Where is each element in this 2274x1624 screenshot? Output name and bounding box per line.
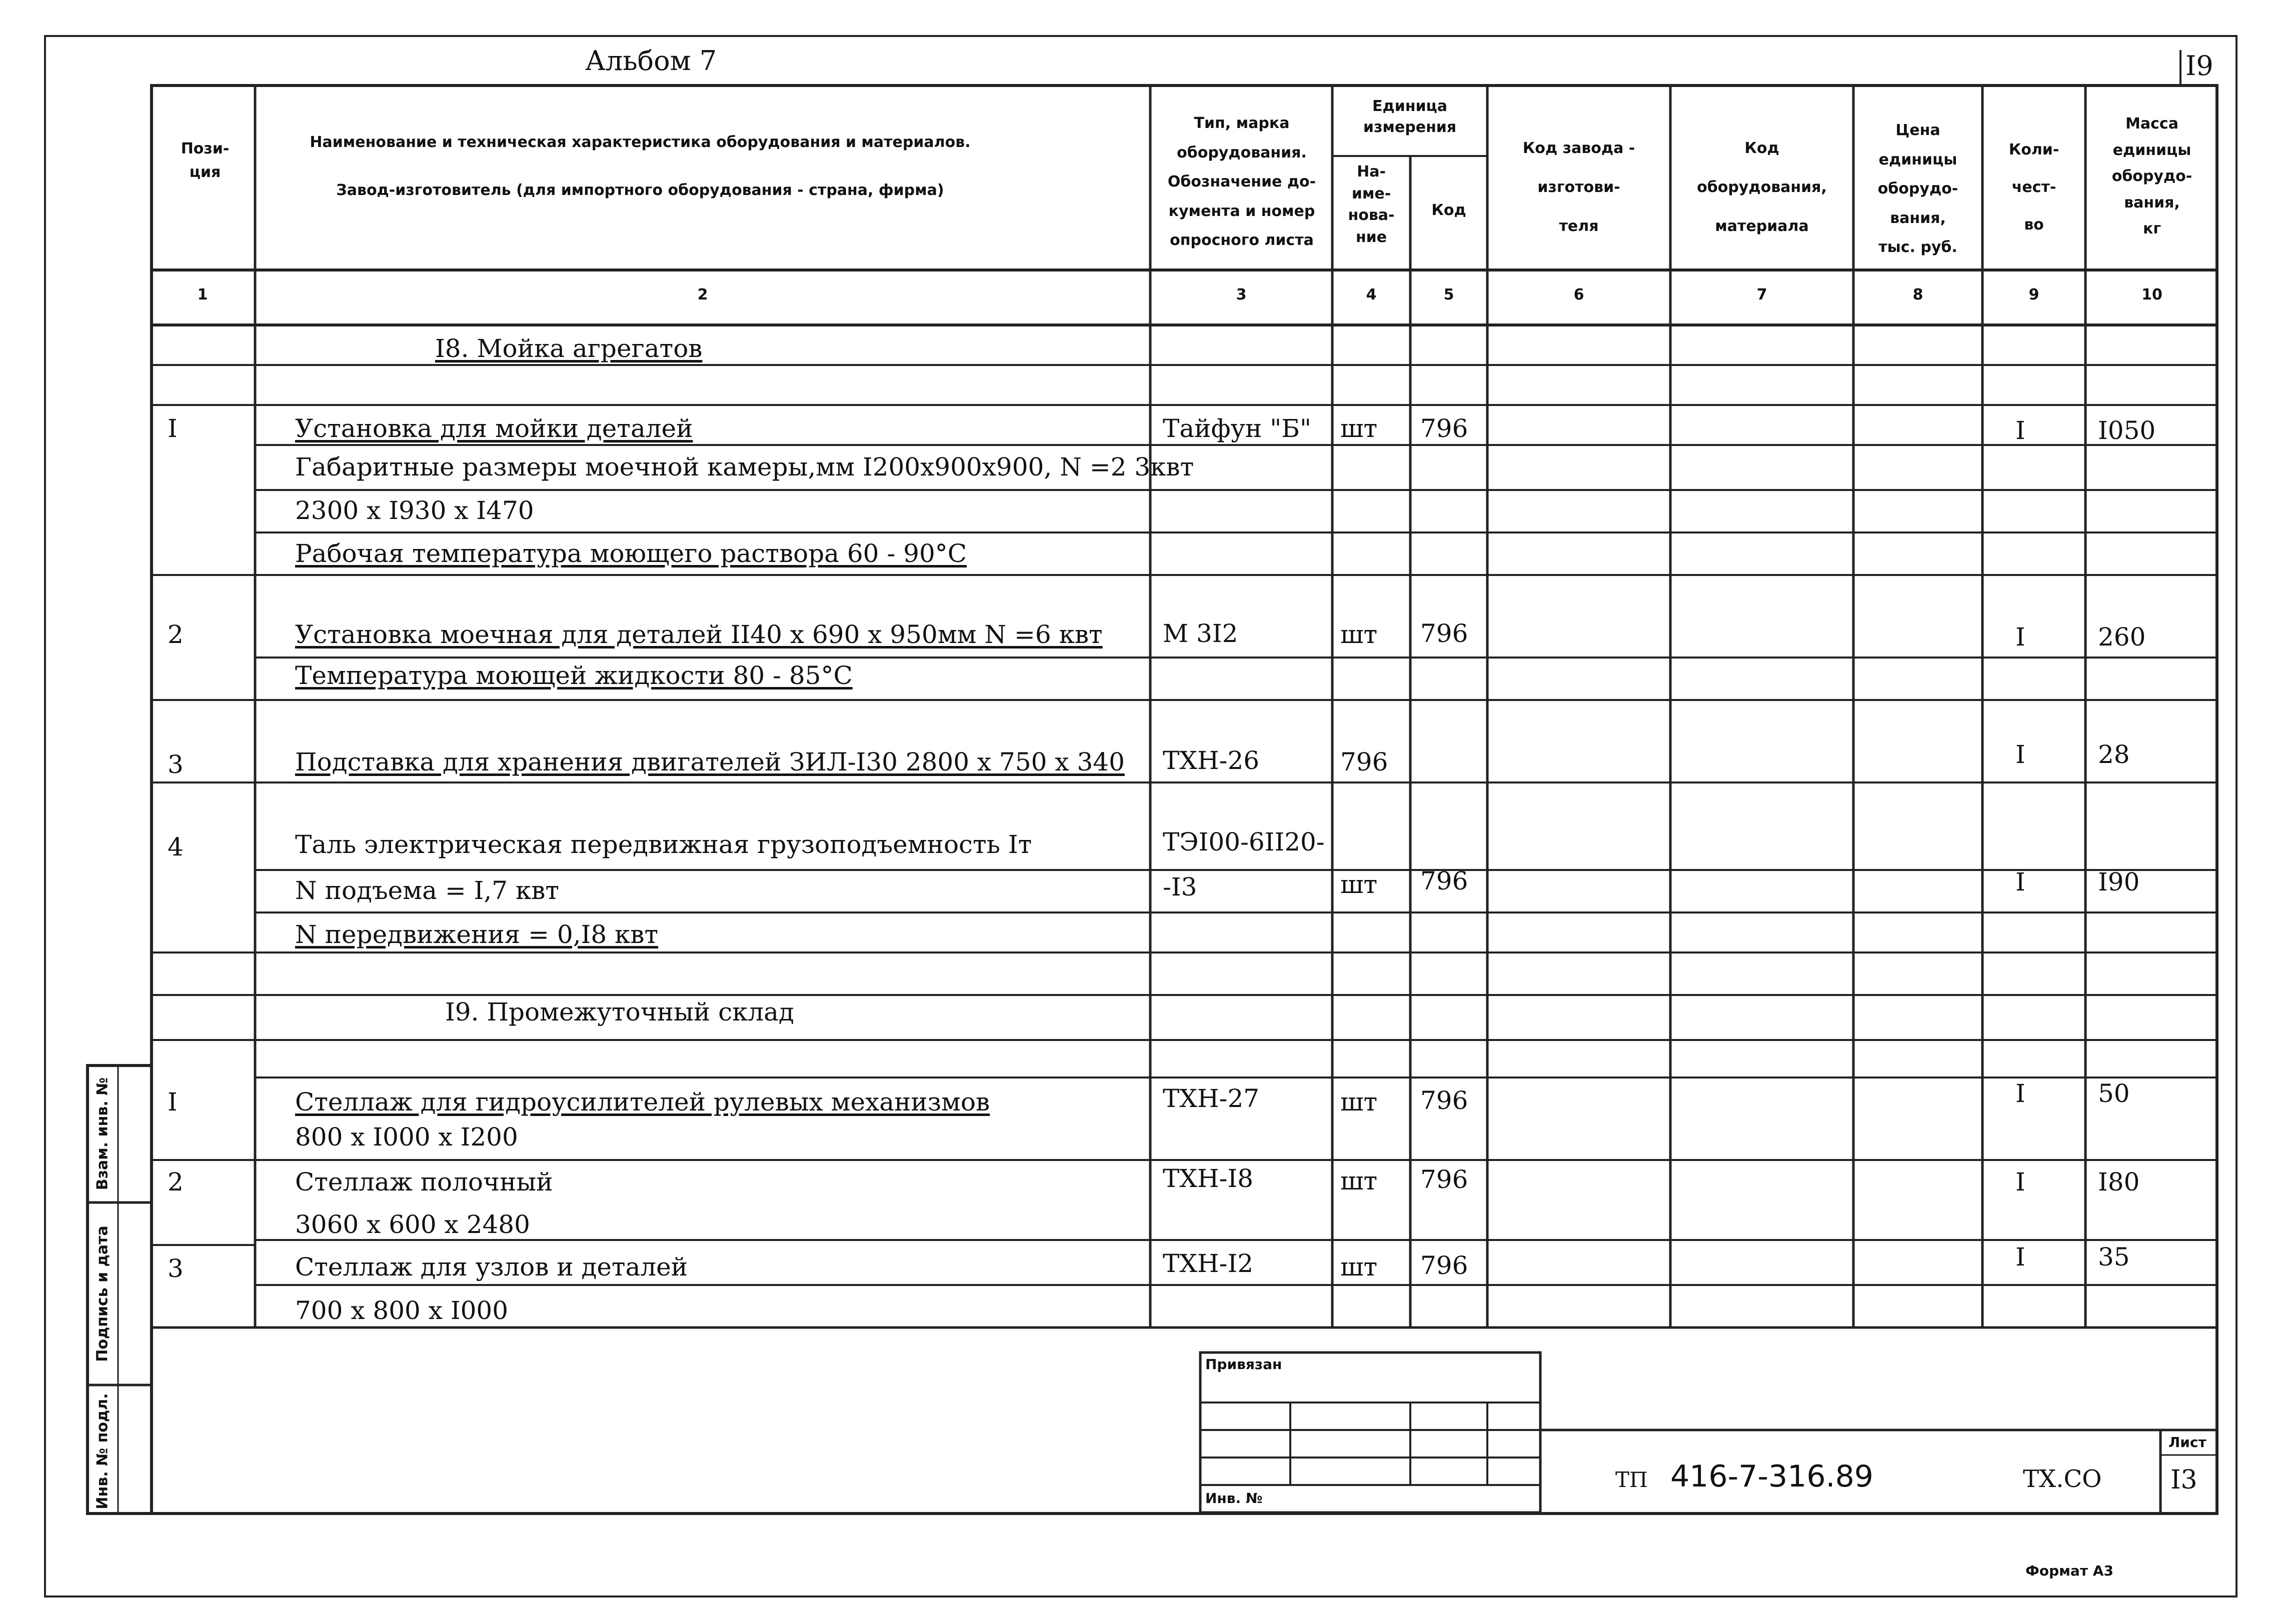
colnum-3: 3 — [1236, 286, 1247, 304]
row-unit-code: 796 — [1420, 1086, 1468, 1115]
colnum-4: 4 — [1366, 286, 1377, 304]
row-mass: 35 — [2098, 1242, 2130, 1272]
colnum-1: 1 — [197, 286, 208, 304]
side-label-vzam: Взам. инв. № — [94, 1077, 112, 1190]
row-type: -I3 — [1163, 872, 1197, 902]
album-title: Альбом 7 — [585, 45, 717, 76]
row-mass: 50 — [2098, 1079, 2130, 1108]
row-position: 2 — [168, 620, 184, 649]
row-unit: шт — [1340, 1166, 1378, 1196]
row-unit: шт — [1340, 1252, 1378, 1282]
colnum-10: 10 — [2141, 286, 2162, 304]
row-type: ТЭI00-6II20- — [1163, 828, 1325, 856]
side-label-inv-podl: Инв. № подл. — [94, 1393, 112, 1510]
header-mass: Масса единицы оборудо- вания, кг — [2111, 115, 2192, 238]
row-type: ТХН-I2 — [1163, 1249, 1254, 1278]
row-unit-code: 796 — [1420, 1165, 1468, 1194]
row-unit-code: 796 — [1420, 1251, 1468, 1280]
row-quantity: I — [2015, 868, 2025, 896]
row-quantity: I — [2015, 1168, 2025, 1196]
header-name-line1: Наименование и техническая характеристика оборудования и материалов. — [310, 134, 971, 151]
header-unit-name: На- име- нова- ние — [1348, 163, 1395, 246]
row-unit: 796 — [1340, 748, 1388, 776]
row-mass: I050 — [2098, 416, 2156, 445]
colnum-2: 2 — [697, 286, 708, 304]
row-quantity: I — [2015, 1079, 2025, 1108]
row-name: Стеллаж для гидроусилителей рулевых механизмов — [295, 1088, 990, 1116]
row-name: Подставка для хранения двигателей ЗИЛ-I30 2800 x 750 x 340 — [295, 748, 1125, 776]
row-description: N подъема = I,7 квт — [295, 876, 560, 905]
row-description: 700 x 800 x I000 — [295, 1296, 509, 1325]
row-quantity: I — [2015, 740, 2025, 769]
row-name: Стеллаж для узлов и деталей — [295, 1252, 688, 1282]
row-unit: шт — [1340, 620, 1378, 649]
header-name-line2: Завод-изготовитель (для импортного оборудования - страна, фирма) — [336, 182, 944, 199]
header-type: Тип, марка оборудования. Обозначение до- кумента и номер опросного листа — [1167, 114, 1316, 249]
row-position: 2 — [168, 1168, 184, 1196]
section-title: I8. Мойка агрегатов — [435, 334, 703, 363]
row-unit-code: 796 — [1420, 414, 1468, 443]
stamp-inv-label: Инв. № — [1205, 1490, 1263, 1506]
row-name: Таль электрическая передвижная грузоподъемность Iт — [295, 830, 1032, 859]
row-description: Рабочая температура моющего раствора 60 - 90°С — [295, 539, 967, 568]
row-position: I — [168, 414, 178, 443]
row-type: Тайфун "Б" — [1163, 414, 1311, 443]
row-position: 4 — [168, 832, 184, 862]
doc-suffix: ТХ.СО — [2023, 1465, 2102, 1493]
colnum-7: 7 — [1756, 286, 1767, 304]
header-equipment-code: Код оборудования, материала — [1697, 140, 1827, 235]
header-price: Цена единицы оборудо- вания, тыс. руб. — [1877, 122, 1958, 256]
row-mass: I80 — [2098, 1168, 2140, 1196]
header-factory-code: Код завода - изготови- теля — [1522, 140, 1635, 235]
colnum-6: 6 — [1573, 286, 1584, 304]
section-title: I9. Промежуточный склад — [445, 998, 794, 1026]
row-type: ТХН-I8 — [1163, 1164, 1254, 1193]
sheet-label: Лист — [2168, 1434, 2206, 1450]
row-description: 2300 x I930 x I470 — [295, 496, 534, 525]
format-label: Формат А3 — [2025, 1562, 2113, 1579]
row-quantity: I — [2015, 622, 2025, 652]
row-description: 3060 x 600 x 2480 — [295, 1210, 530, 1239]
row-mass: I90 — [2098, 868, 2140, 896]
row-description: Температура моющей жидкости 80 - 85°С — [295, 661, 853, 690]
colnum-5: 5 — [1443, 286, 1454, 304]
row-type: ТХН-27 — [1163, 1084, 1260, 1113]
colnum-9: 9 — [2028, 286, 2039, 304]
row-type: ТХН-26 — [1163, 746, 1260, 775]
row-mass: 260 — [2098, 622, 2146, 652]
colnum-8: 8 — [1912, 286, 1923, 304]
doc-number: 416-7-316.89 — [1670, 1459, 1873, 1494]
header-position: Пози- ция — [181, 140, 230, 181]
row-type: М 3I2 — [1163, 619, 1238, 648]
row-quantity: I — [2015, 1242, 2025, 1272]
row-unit: шт — [1340, 1088, 1378, 1116]
row-unit-code: 796 — [1420, 619, 1468, 648]
row-description: 800 x I000 x I200 — [295, 1122, 518, 1152]
row-quantity: I — [2015, 416, 2025, 445]
corner-sheet-number: I9 — [2185, 50, 2213, 82]
header-unit: Единица измерения — [1363, 98, 1457, 136]
row-unit: шт — [1340, 870, 1378, 899]
row-position: 3 — [168, 750, 184, 779]
row-name: Установка моечная для деталей II40 x 690 x 950мм N =6 квт — [295, 620, 1103, 649]
stamp-privyazan-label: Привязан — [1205, 1356, 1282, 1372]
row-name: Стеллаж полочный — [295, 1168, 553, 1196]
row-name: Установка для мойки деталей — [295, 414, 693, 443]
row-mass: 28 — [2098, 740, 2130, 769]
row-position: 3 — [168, 1254, 184, 1283]
doc-prefix: ТП — [1615, 1468, 1648, 1492]
sheet-number: I3 — [2170, 1465, 2197, 1495]
side-label-podpis: Подпись и дата — [94, 1226, 112, 1362]
row-unit: шт — [1340, 414, 1378, 443]
row-description: Габаритные размеры моечной камеры,мм I200x900x900, N =2 3квт — [295, 452, 1194, 482]
header-quantity: Коли- чест- во — [2008, 141, 2059, 234]
row-position: I — [168, 1088, 178, 1116]
header-unit-code: Код — [1431, 202, 1466, 219]
row-description: N передвижения = 0,I8 квт — [295, 920, 659, 949]
row-unit-code: 796 — [1420, 866, 1468, 896]
